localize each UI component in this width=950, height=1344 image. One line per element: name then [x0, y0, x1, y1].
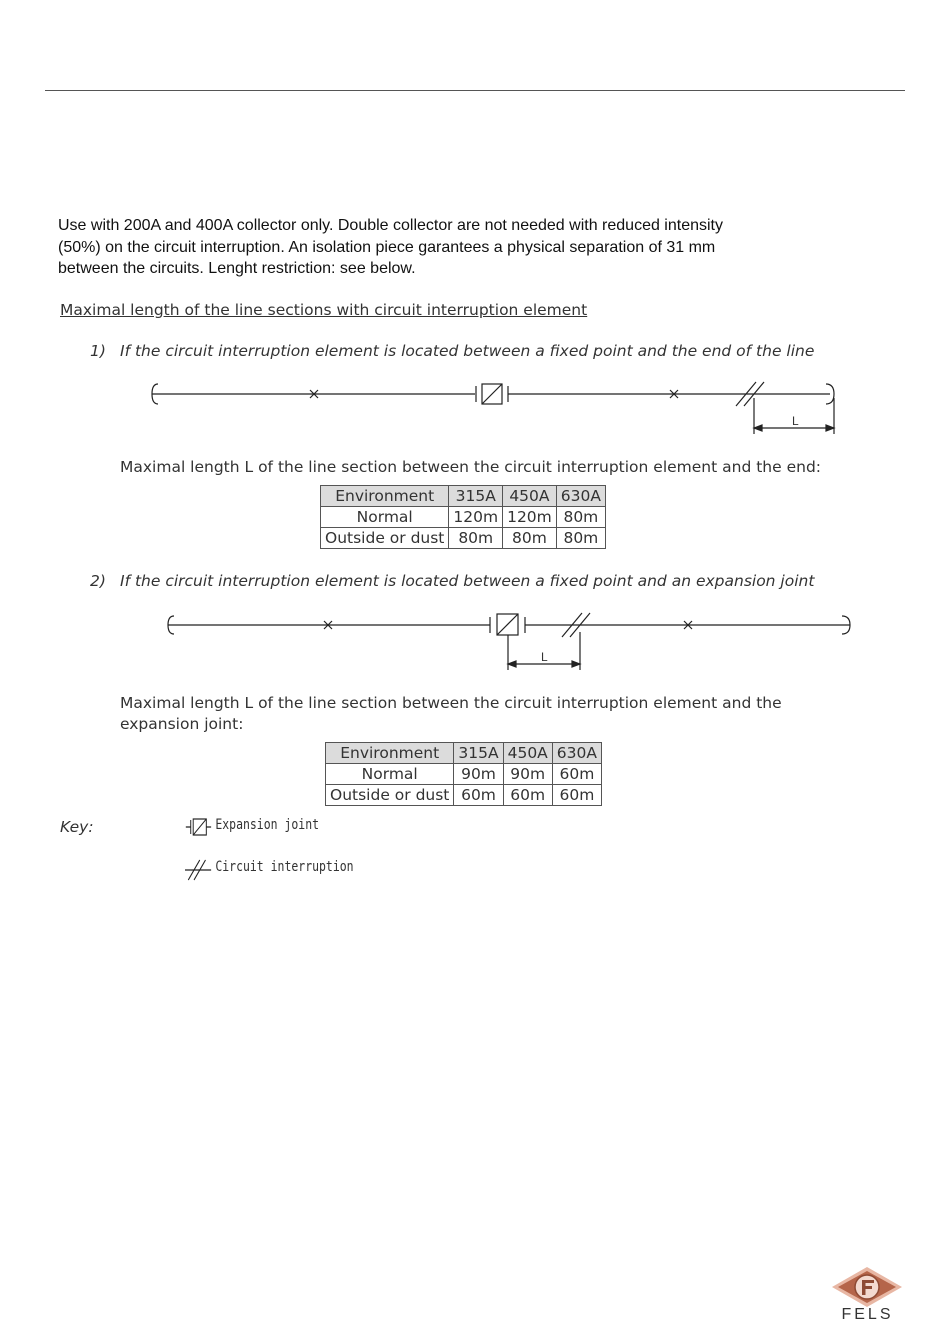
case1-title-text: If the circuit interruption element is located between a fixed point and the end of the line	[120, 342, 815, 360]
table-cell: 80m	[556, 528, 605, 549]
case1-description: Maximal length L of the line section between the circuit interruption element and the end:	[120, 458, 822, 476]
table-row	[326, 764, 602, 785]
intro-paragraph	[58, 215, 848, 280]
legend-label: Expansion joint	[215, 817, 320, 833]
table-cell: 90m	[503, 764, 552, 785]
case2-title	[90, 572, 814, 590]
table-cell: Outside or dust	[326, 785, 454, 806]
table-row	[326, 785, 602, 806]
table-header-cell: 315A	[454, 743, 503, 764]
table-cell: 80m	[449, 528, 503, 549]
case1-number: 1)	[90, 342, 106, 360]
case1-title	[90, 342, 814, 360]
case2-number: 2)	[90, 572, 106, 590]
case2-description	[120, 693, 782, 735]
table-cell: 60m	[552, 764, 601, 785]
table-header-cell: 450A	[503, 743, 552, 764]
table-cell: 80m	[556, 507, 605, 528]
header-rule	[45, 90, 905, 91]
key-label: Key:	[60, 818, 94, 836]
table-cell: Outside or dust	[321, 528, 449, 549]
table-row	[321, 528, 606, 549]
circuit-interruption-icon	[185, 859, 211, 881]
dimension-label: L	[541, 650, 548, 664]
table-row	[321, 507, 606, 528]
case1-diagram	[140, 378, 860, 438]
intro-line: between the circuits. Lenght restriction: see below.	[58, 260, 416, 277]
table-cell: Normal	[321, 507, 449, 528]
table-cell: 90m	[454, 764, 503, 785]
intro-line: (50%) on the circuit interruption. An isolation piece garantees a physical separation of 31 mm	[58, 238, 716, 256]
table-cell: 120m	[449, 507, 503, 528]
table-header-cell: 630A	[556, 486, 605, 507]
logo-text: FELS	[841, 1306, 894, 1323]
table-header-cell: Environment	[326, 743, 454, 764]
table-header-cell: 450A	[503, 486, 557, 507]
table-cell: 120m	[503, 507, 557, 528]
section-heading: Maximal length of the line sections with circuit interruption element	[60, 301, 588, 319]
expansion-joint-icon	[185, 817, 211, 837]
table-cell: 60m	[454, 785, 503, 806]
table-header-cell: Environment	[321, 486, 449, 507]
table-header-row	[326, 743, 602, 764]
expansion-joint-icon	[490, 614, 525, 635]
case2-description-line: Maximal length L of the line section between the circuit interruption element and the	[120, 694, 782, 712]
case2-diagram	[160, 608, 860, 672]
case2-title-text: If the circuit interruption element is located between a fixed point and an expansion joint	[120, 572, 815, 590]
table-header-cell: 630A	[552, 743, 601, 764]
dimension-label: L	[792, 414, 799, 428]
fels-logo	[830, 1265, 905, 1330]
table-cell: Normal	[326, 764, 454, 785]
table-cell: 60m	[552, 785, 601, 806]
table-cell: 80m	[503, 528, 557, 549]
table-header-cell: 315A	[449, 486, 503, 507]
expansion-joint-icon	[476, 384, 508, 404]
case1-table	[320, 485, 606, 549]
case2-table	[325, 742, 602, 806]
logo-emblem-icon	[830, 1265, 905, 1310]
case2-description-line: expansion joint:	[120, 715, 244, 733]
table-cell: 60m	[503, 785, 552, 806]
intro-line: Use with 200A and 400A collector only. Double collector are not needed with reduced intensity	[58, 217, 723, 234]
legend-label: Circuit interruption	[215, 859, 354, 875]
table-header-row	[321, 486, 606, 507]
